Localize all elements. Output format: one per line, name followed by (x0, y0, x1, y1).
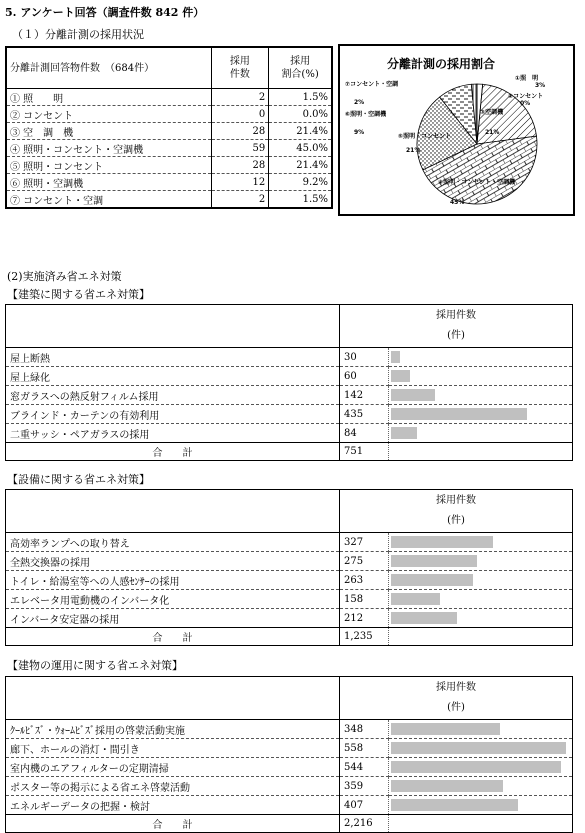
header-label: 分離計測回答物件数 （684件） (6, 47, 211, 89)
bar (391, 761, 561, 773)
row-value: 212 (340, 609, 389, 628)
pie-label-7: ⑦コンセント・空調 (345, 81, 399, 88)
table-row (6, 552, 573, 571)
table-header-blank (6, 305, 340, 348)
table-row: ④ 照明・コンセント・空調機 59 45.0% (6, 140, 332, 157)
pie-chart (340, 46, 573, 214)
row-value: 30 (340, 348, 389, 367)
header-count: 採用 件数 (211, 47, 269, 89)
row-label: エレベータ用電動機のインバータ化 (6, 590, 340, 609)
pie-pct-2: 0% (520, 100, 531, 107)
pie-label-6: ⑥照明・空調機 (345, 111, 387, 118)
row-value: 60 (340, 367, 389, 386)
bar (391, 723, 500, 735)
pie-slices (417, 84, 537, 204)
row-label: エネルギーデータの把握・検討 (6, 796, 340, 815)
table-row (6, 533, 573, 552)
row-label: 屋上緑化 (6, 367, 340, 386)
total-row (6, 443, 573, 461)
bar (391, 408, 527, 420)
row-value: 142 (340, 386, 389, 405)
table-row (6, 720, 573, 739)
bar-cell (389, 777, 573, 796)
table-row (6, 777, 573, 796)
total-value: 2,216 (340, 815, 389, 833)
row-value: 435 (340, 405, 389, 424)
table-row (6, 424, 573, 443)
bar-cell (389, 405, 573, 424)
row-label: ポスター等の掲示による省エネ啓蒙活動 (6, 777, 340, 796)
bar (391, 389, 435, 401)
measure-table (5, 676, 573, 833)
row-label: 高効率ランプへの取り替え (6, 533, 340, 552)
table-row (6, 386, 573, 405)
total-value: 751 (340, 443, 389, 461)
bar (391, 780, 503, 792)
bar (391, 612, 457, 624)
row-value: 407 (340, 796, 389, 815)
total-label: 合 計 (6, 628, 340, 646)
total-row (6, 628, 573, 646)
pie-pct-4: 45% (450, 199, 465, 206)
table-row: ① 照 明 2 1.5% (6, 89, 332, 106)
pie-pct-7: 2% (354, 99, 365, 106)
pie-label-1: ①照 明 (515, 75, 539, 82)
row-value: 275 (340, 552, 389, 571)
row-label: インバータ安定器の採用 (6, 609, 340, 628)
row-label: 室内機のエアフィルターの定期清掃 (6, 758, 340, 777)
table-row (6, 609, 573, 628)
measure-table-title: 【設備に関する省エネ対策】 (7, 473, 150, 486)
header-caption: 採用件数 (件) (340, 490, 573, 533)
row-label: トイレ・給湯室等への人感ｾﾝｻｰの採用 (6, 571, 340, 590)
row-value: 158 (340, 590, 389, 609)
row-value: 84 (340, 424, 389, 443)
pie-label-3: ③空調機 (480, 109, 504, 116)
bar-cell (389, 609, 573, 628)
pie-label-2: ②コンセント (508, 93, 544, 100)
bar-cell (389, 386, 573, 405)
bar-cell (389, 533, 573, 552)
measure-table-title: 【建物の運用に関する省エネ対策】 (7, 659, 183, 672)
table-row (6, 739, 573, 758)
measure-table (5, 489, 573, 646)
bar-cell (389, 552, 573, 571)
bar-cell (389, 590, 573, 609)
measure-table-title: 【建築に関する省エネ対策】 (7, 288, 150, 301)
row-label: 屋上断熱 (6, 348, 340, 367)
table-row (6, 405, 573, 424)
row-label: ブラインド・カーテンの有効利用 (6, 405, 340, 424)
row-label: ｸｰﾙﾋﾞｽﾞ・ｳｫｰﾑﾋﾞｽﾞ採用の啓蒙活動実施 (6, 720, 340, 739)
bar (391, 427, 417, 439)
table-header-blank (6, 677, 340, 720)
row-value: 348 (340, 720, 389, 739)
header-caption: 採用件数 (件) (340, 305, 573, 348)
bar (391, 742, 566, 754)
table-row (6, 348, 573, 367)
row-label: 全熱交換器の採用 (6, 552, 340, 571)
table-row (6, 590, 573, 609)
row-value: 327 (340, 533, 389, 552)
bar-cell (389, 720, 573, 739)
row-label: 廊下、ホールの消灯・間引き (6, 739, 340, 758)
bar (391, 799, 518, 811)
row-label: 二重サッシ・ペアガラスの採用 (6, 424, 340, 443)
pie-pct-5: 21% (406, 147, 421, 154)
pie-chart-box (338, 44, 575, 216)
measure-table (5, 304, 573, 461)
bar-cell (389, 367, 573, 386)
bar-cell (389, 796, 573, 815)
bar (391, 536, 493, 548)
pie-label-4: ④照明・コンセント・空調機 (438, 179, 516, 186)
row-value: 544 (340, 758, 389, 777)
bar-cell (389, 571, 573, 590)
table-row: ⑤ 照明・コンセント 28 21.4% (6, 157, 332, 174)
table-row: ⑥ 照明・空調機 12 9.2% (6, 174, 332, 191)
row-label: 窓ガラスへの熱反射フィルム採用 (6, 386, 340, 405)
table-row (6, 367, 573, 386)
pie-pct-3: 21% (485, 129, 500, 136)
table-header-blank (6, 490, 340, 533)
bar (391, 593, 440, 605)
survey-table (5, 46, 333, 209)
bar-cell (389, 424, 573, 443)
table-row (6, 571, 573, 590)
table-row: ② コンセント 0 0.0% (6, 106, 332, 123)
section2-heading: (2)実施済み省エネ対策 (7, 270, 122, 283)
pie-label-5: ⑤照明・コンセント (398, 133, 452, 140)
bar (391, 574, 473, 586)
pie-pct-6: 9% (354, 129, 365, 136)
pie-pct-1: 3% (535, 82, 546, 89)
total-row (6, 815, 573, 833)
row-value: 359 (340, 777, 389, 796)
section1-heading: （１）分離計測の採用状況 (12, 28, 144, 41)
row-value: 263 (340, 571, 389, 590)
pie-title: 分離計測の採用割合 (386, 57, 496, 71)
header-ratio: 採用 割合(%) (269, 47, 332, 89)
bar (391, 351, 400, 363)
total-value: 1,235 (340, 628, 389, 646)
table-row: ⑦ コンセント・空調 2 1.5% (6, 191, 332, 209)
bar (391, 555, 477, 567)
page-title: 5. アンケート回答（調査件数 842 件） (5, 6, 205, 19)
header-caption: 採用件数 (件) (340, 677, 573, 720)
bar (391, 370, 410, 382)
table-row (6, 796, 573, 815)
table-row: ③ 空 調 機 28 21.4% (6, 123, 332, 140)
bar-cell (389, 758, 573, 777)
bar-cell (389, 739, 573, 758)
row-value: 558 (340, 739, 389, 758)
total-label: 合 計 (6, 443, 340, 461)
table-row (6, 758, 573, 777)
bar-cell (389, 348, 573, 367)
total-label: 合 計 (6, 815, 340, 833)
